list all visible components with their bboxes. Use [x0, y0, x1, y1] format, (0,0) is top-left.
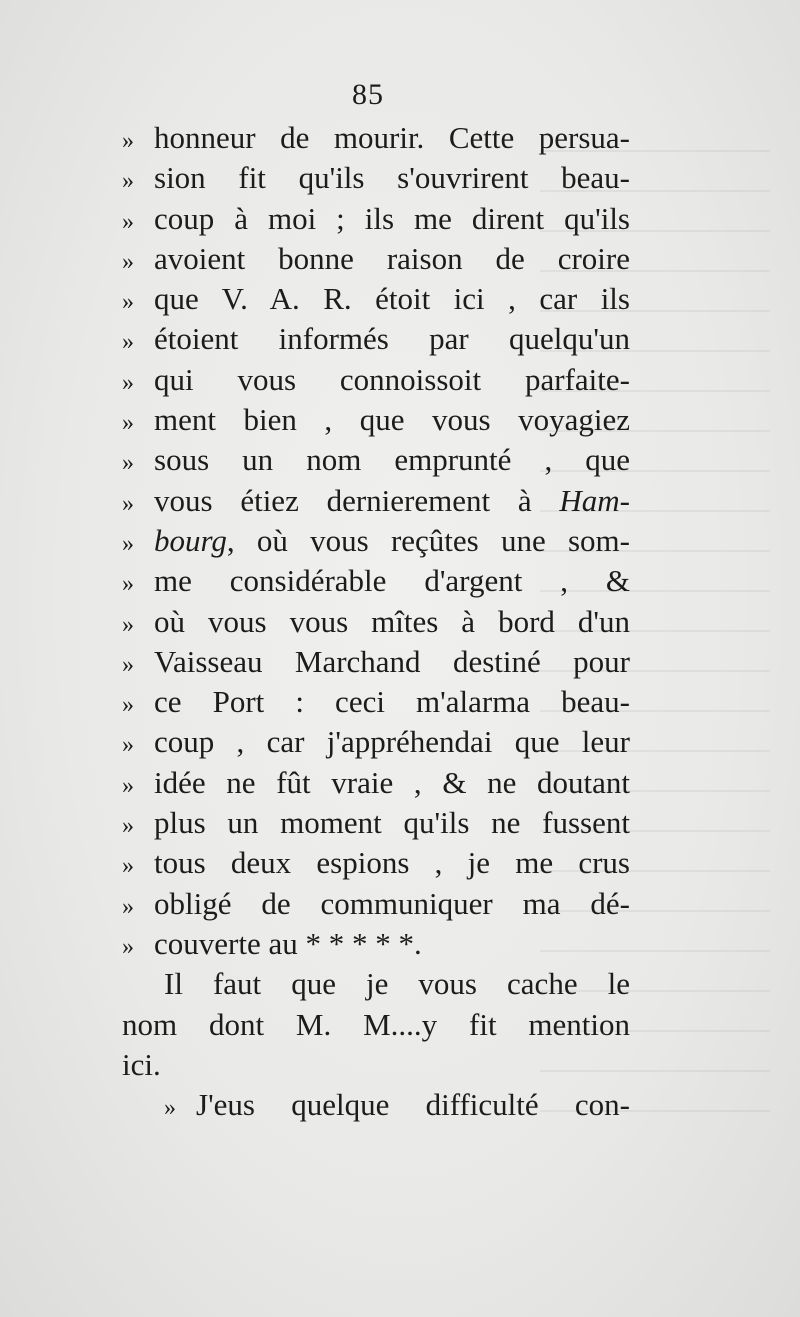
line-text	[154, 521, 630, 561]
line-text: J'eus quelque difficulté con-	[196, 1087, 630, 1123]
text-line	[122, 360, 630, 400]
text-line	[122, 199, 630, 239]
line-text: me considérable d'argent , &	[154, 563, 630, 599]
quote-mark: »	[122, 168, 134, 195]
page-number: 85	[352, 78, 384, 111]
quote-mark: »	[122, 410, 134, 437]
text-line	[122, 239, 630, 279]
text-line	[122, 1085, 630, 1125]
italic-word: bourg	[154, 522, 227, 558]
text-line	[122, 521, 630, 561]
quote-mark: »	[122, 692, 134, 719]
quote-mark: »	[122, 893, 134, 920]
quote-mark: »	[164, 1095, 176, 1122]
text-line	[122, 843, 630, 883]
line-text: tous deux espions , je me crus	[154, 845, 630, 881]
quote-mark: »	[122, 530, 134, 557]
text-line	[122, 642, 630, 682]
text-line	[122, 884, 630, 924]
quote-mark: »	[122, 772, 134, 799]
line-text: étoient informés par quelqu'un	[154, 321, 630, 357]
quote-mark: »	[122, 571, 134, 598]
quote-mark: »	[122, 128, 134, 154]
text-line	[122, 481, 630, 521]
quote-mark: »	[122, 732, 134, 759]
line-text: plus un moment qu'ils ne fussent	[154, 805, 630, 841]
paragraph-line: nom dont M. M....y fit mention	[122, 1006, 630, 1042]
line-text: obligé de communiquer ma dé-	[154, 885, 630, 921]
line-text: sous un nom emprunté , que	[154, 442, 630, 478]
text-body	[122, 118, 630, 1125]
text-line	[122, 319, 630, 359]
quote-mark: »	[122, 329, 134, 356]
line-text: ce Port : ceci m'alarma beau-	[154, 684, 630, 720]
line-text-roman: vous étiez dernierement à	[154, 482, 532, 518]
line-text: coup à moi ; ils me dirent qu'ils	[154, 200, 630, 236]
line-text: Vaisseau Marchand destiné pour	[154, 643, 630, 679]
quote-mark: »	[122, 248, 134, 275]
text-line	[122, 924, 630, 964]
quote-mark: »	[122, 933, 134, 960]
text-line	[122, 440, 630, 480]
quote-mark: »	[122, 450, 134, 477]
line-text: qui vous connoissoit parfaite-	[154, 361, 630, 397]
text-line	[122, 722, 630, 762]
italic-word: Ham-	[559, 482, 630, 518]
text-line	[122, 158, 630, 198]
text-line	[122, 803, 630, 843]
quote-mark: »	[122, 611, 134, 638]
text-line	[122, 561, 630, 601]
line-text: honneur de mourir. Cette persua-	[154, 120, 630, 155]
quote-mark: »	[122, 369, 134, 396]
text-line	[122, 400, 630, 440]
line-text: idée ne fût vraie , & ne doutant	[154, 764, 630, 800]
text-line	[122, 279, 630, 319]
paragraph-line: ici.	[122, 1046, 161, 1082]
line-text: que V. A. R. étoit ici , car ils	[154, 281, 630, 317]
line-text	[154, 481, 630, 521]
line-text: ment bien , que vous voyagiez	[154, 402, 630, 438]
line-text-roman: , où vous reçûtes une som-	[226, 522, 630, 558]
quote-mark: »	[122, 208, 134, 235]
text-line	[122, 682, 630, 722]
quote-mark: »	[122, 490, 134, 517]
quote-mark: »	[122, 651, 134, 678]
paragraph-line: Il faut que je vous cache le	[164, 966, 630, 1002]
line-text: couverte au * * * * *.	[154, 925, 422, 961]
text-line	[122, 118, 630, 158]
text-line	[122, 602, 630, 642]
line-text: où vous vous mîtes à bord d'un	[154, 603, 630, 639]
quote-mark: »	[122, 289, 134, 316]
text-line	[122, 763, 630, 803]
line-text: avoient bonne raison de croire	[154, 240, 630, 276]
quote-mark: »	[122, 813, 134, 840]
line-text: sion fit qu'ils s'ouvrirent beau-	[154, 160, 630, 196]
line-text: coup , car j'appréhendai que leur	[154, 724, 630, 760]
quote-mark: »	[122, 853, 134, 880]
